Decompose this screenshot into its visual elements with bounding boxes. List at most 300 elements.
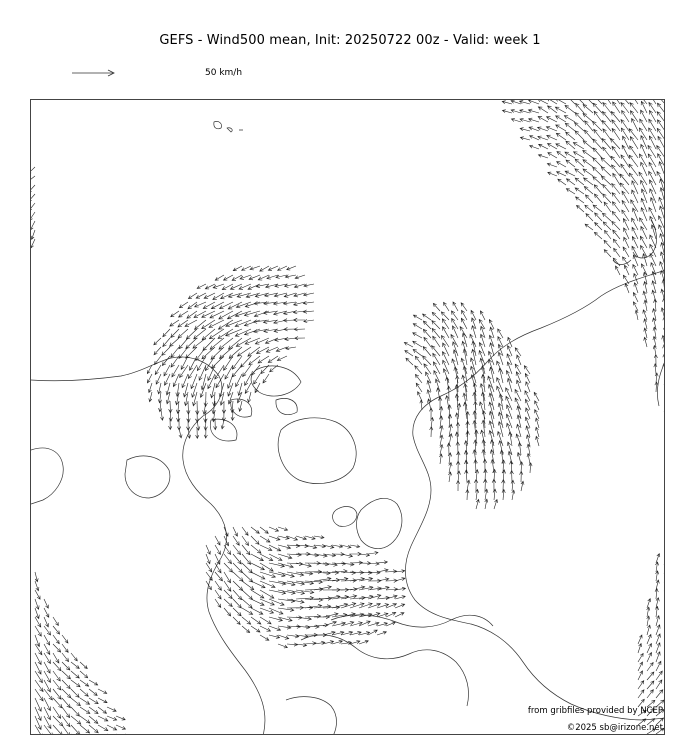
- wind-arrow: [413, 349, 422, 356]
- wind-arrow: [585, 121, 593, 131]
- chart-title: GEFS - Wind500 mean, Init: 20250722 00z - Valid: week 1: [159, 33, 541, 48]
- wind-arrow: [660, 206, 666, 221]
- wind-arrow: [472, 341, 476, 356]
- wind-arrow: [555, 100, 566, 104]
- wind-arrow: [453, 302, 458, 311]
- wind-arrow: [604, 240, 611, 248]
- wind-arrow: [44, 734, 52, 735]
- wind-arrow: [71, 662, 79, 669]
- wind-arrow: [535, 410, 539, 419]
- wind-arrow: [98, 707, 107, 713]
- wind-arrow: [236, 374, 242, 387]
- coastline-africa: [286, 697, 337, 735]
- wind-arrow: [456, 376, 460, 392]
- wind-arrow: [215, 554, 220, 564]
- wind-arrow: [460, 327, 467, 338]
- wind-arrow: [615, 266, 620, 275]
- wind-arrow: [594, 111, 602, 122]
- wind-arrow: [31, 203, 35, 211]
- wind-arrow: [224, 545, 231, 555]
- wind-arrow: [314, 615, 330, 619]
- wind-arrow: [566, 160, 575, 167]
- wind-arrow: [242, 545, 250, 555]
- wind-arrow: [433, 303, 440, 311]
- wind-arrow: [178, 320, 188, 327]
- wind-arrow: [188, 293, 197, 299]
- wind-arrow: [502, 480, 506, 491]
- wind-arrow: [80, 689, 88, 696]
- wind-arrow: [538, 127, 549, 131]
- wind-arrow: [625, 284, 629, 294]
- wind-arrow: [556, 116, 566, 122]
- wind-arrow: [251, 626, 260, 632]
- wind-arrow: [413, 324, 422, 329]
- wind-arrow: [163, 329, 170, 337]
- wind-arrow: [643, 310, 647, 320]
- wind-arrow: [44, 626, 51, 635]
- wind-arrow: [548, 153, 557, 158]
- wind-arrow: [629, 173, 638, 185]
- wind-arrow: [44, 599, 48, 608]
- wind-arrow: [251, 545, 261, 553]
- wind-arrow: [638, 681, 644, 689]
- wind-map-canvas: [31, 100, 665, 735]
- wind-arrow: [269, 527, 279, 531]
- wind-arrow: [304, 284, 314, 287]
- wind-arrow: [489, 393, 494, 410]
- wind-arrow: [594, 232, 602, 239]
- wind-arrow: [386, 612, 396, 617]
- wind-arrow: [305, 580, 323, 584]
- coastline-europe-south: [301, 635, 469, 706]
- wind-arrow: [640, 119, 647, 131]
- wind-arrow: [350, 561, 363, 565]
- wind-arrow: [332, 577, 348, 581]
- wind-arrow: [462, 310, 468, 320]
- wind-arrow: [664, 570, 665, 581]
- wind-arrow: [296, 536, 306, 540]
- wind-arrow: [584, 130, 593, 140]
- wind-arrow: [215, 545, 221, 554]
- wind-arrow: [605, 230, 612, 239]
- wind-arrow: [53, 725, 62, 735]
- wind-arrow: [215, 581, 221, 590]
- wind-arrow: [585, 195, 593, 203]
- wind-arrow: [601, 158, 611, 167]
- wind-vectors: [31, 100, 665, 735]
- wind-arrow: [547, 135, 557, 140]
- wind-arrow: [644, 319, 647, 329]
- wind-arrow: [237, 347, 251, 356]
- wind-arrow: [612, 211, 620, 221]
- wind-arrow: [633, 302, 638, 311]
- wind-arrow: [395, 604, 405, 608]
- wind-arrow: [287, 553, 301, 557]
- wind-arrow: [595, 223, 602, 231]
- wind-arrow: [593, 177, 602, 185]
- wind-arrow: [260, 266, 269, 271]
- wind-arrow: [263, 374, 269, 383]
- wind-arrow: [629, 155, 638, 167]
- wind-arrow: [443, 369, 449, 383]
- wind-arrow: [585, 205, 593, 212]
- wind-arrow: [512, 490, 515, 500]
- wind-arrow: [661, 308, 665, 320]
- wind-arrow: [35, 572, 38, 582]
- wind-arrow: [98, 689, 107, 694]
- wind-arrow: [644, 337, 647, 347]
- wind-arrow: [172, 365, 179, 377]
- wind-arrow: [585, 224, 593, 230]
- wind-arrow: [251, 563, 264, 570]
- wind-arrow: [405, 351, 413, 357]
- wind-arrow: [215, 275, 224, 280]
- wind-arrow: [413, 315, 422, 320]
- wind-arrow: [649, 180, 656, 194]
- wind-arrow: [656, 671, 662, 680]
- wind-scale-legend: [70, 64, 270, 84]
- wind-arrow: [248, 392, 252, 402]
- wind-arrow: [433, 336, 440, 347]
- wind-arrow: [197, 284, 206, 289]
- wind-arrow: [583, 160, 593, 167]
- wind-arrow: [278, 527, 288, 531]
- wind-arrow: [71, 725, 80, 735]
- wind-arrow: [368, 622, 379, 626]
- wind-arrow: [507, 378, 512, 392]
- wind-arrow: [566, 179, 575, 185]
- wind-arrow: [395, 613, 404, 617]
- wind-arrow: [44, 608, 49, 617]
- wind-arrow: [224, 599, 232, 607]
- wind-arrow: [603, 184, 611, 194]
- wind-arrow: [664, 381, 665, 392]
- credit-copyright: ©2025 sb@irizone.net: [566, 723, 663, 733]
- wind-arrow: [565, 152, 575, 158]
- wind-arrow: [535, 401, 539, 410]
- wind-arrow: [593, 167, 602, 176]
- wind-arrow: [623, 275, 629, 284]
- wind-arrow: [98, 716, 108, 721]
- wind-arrow: [62, 653, 69, 662]
- wind-arrow: [268, 266, 278, 270]
- wind-arrow: [654, 355, 657, 365]
- wind-arrow: [649, 119, 656, 131]
- wind-arrow: [35, 653, 41, 665]
- wind-arrow: [457, 403, 461, 419]
- wind-arrow: [169, 401, 173, 413]
- wind-arrow: [583, 141, 593, 149]
- wind-arrow: [529, 100, 540, 104]
- wind-arrow: [323, 606, 340, 610]
- wind-arrow: [464, 384, 468, 401]
- wind-arrow: [656, 580, 659, 590]
- wind-arrow: [659, 162, 665, 176]
- wind-arrow: [213, 284, 224, 288]
- wind-arrow: [575, 188, 584, 194]
- wind-arrow: [158, 383, 162, 394]
- wind-arrow: [260, 626, 271, 631]
- wind-arrow: [576, 103, 585, 113]
- wind-arrow: [557, 162, 566, 167]
- wind-arrow: [548, 144, 558, 150]
- wind-arrow: [413, 333, 422, 338]
- wind-arrow: [31, 167, 35, 174]
- wind-arrow: [31, 230, 35, 239]
- wind-arrow: [148, 383, 152, 393]
- wind-arrow: [241, 356, 252, 367]
- wind-arrow: [520, 137, 530, 140]
- wind-arrow: [53, 635, 59, 644]
- wind-arrow: [224, 608, 231, 616]
- wind-arrow: [555, 107, 566, 113]
- wind-arrow: [159, 401, 162, 412]
- wind-arrow: [624, 265, 629, 275]
- wind-arrow: [233, 536, 239, 545]
- wind-arrow: [639, 100, 647, 104]
- wind-arrow: [638, 653, 643, 662]
- wind-arrow: [564, 116, 575, 122]
- wind-arrow: [314, 633, 327, 637]
- wind-arrow: [80, 707, 90, 714]
- wind-arrow: [147, 374, 152, 383]
- wind-arrow: [160, 410, 163, 420]
- wind-arrow: [528, 109, 539, 113]
- wind-arrow: [465, 470, 469, 482]
- wind-arrow: [647, 616, 650, 626]
- coastline-islands: [214, 121, 243, 132]
- wind-arrow: [98, 734, 108, 735]
- wind-arrow: [250, 266, 260, 270]
- wind-arrow: [594, 185, 602, 194]
- wind-arrow: [278, 599, 295, 603]
- wind-arrow: [638, 662, 643, 671]
- wind-arrow: [647, 690, 653, 698]
- wind-arrow: [449, 463, 452, 474]
- wind-arrow: [633, 265, 638, 276]
- wind-arrow: [71, 698, 80, 706]
- wind-arrow: [423, 314, 432, 320]
- wind-arrow: [116, 716, 125, 720]
- coastline-eurasia: [405, 270, 665, 720]
- wind-arrow: [71, 734, 80, 735]
- wind-arrow: [209, 329, 224, 339]
- wind-arrow: [639, 128, 647, 140]
- wind-arrow: [245, 374, 251, 385]
- wind-arrow: [62, 716, 70, 727]
- wind-arrow: [664, 409, 665, 419]
- wind-arrow: [171, 329, 179, 338]
- wind-arrow: [664, 588, 665, 599]
- wind-arrow: [215, 563, 221, 573]
- wind-arrow: [294, 328, 305, 331]
- wind-arrow: [89, 716, 98, 724]
- wind-arrow: [179, 311, 189, 317]
- wind-arrow: [603, 147, 611, 158]
- wind-arrow: [163, 338, 170, 347]
- wind-arrow: [278, 536, 289, 540]
- wind-arrow: [44, 617, 49, 627]
- wind-arrow: [170, 338, 179, 346]
- wind-arrow: [269, 572, 285, 577]
- wind-arrow: [304, 293, 314, 296]
- wind-arrow: [53, 671, 60, 681]
- wind-arrow: [622, 210, 629, 221]
- wind-arrow: [573, 143, 584, 150]
- wind-arrow: [665, 372, 666, 383]
- coastline-mediterranean: [331, 615, 493, 627]
- wind-arrow: [620, 183, 629, 194]
- wind-arrow: [538, 107, 548, 113]
- wind-arrow: [287, 643, 297, 646]
- wind-arrow: [232, 275, 242, 280]
- wind-arrow: [165, 374, 171, 385]
- wind-arrow: [521, 481, 524, 491]
- wind-arrow: [602, 112, 611, 123]
- wind-arrow: [296, 606, 313, 610]
- wind-arrow: [593, 139, 602, 149]
- wind-arrow: [663, 345, 665, 357]
- wind-arrow: [224, 275, 234, 280]
- wind-arrow: [404, 342, 413, 347]
- wind-arrow: [149, 392, 152, 402]
- wind-arrow: [473, 421, 477, 438]
- wind-arrow: [535, 418, 539, 428]
- wind-arrow: [654, 364, 657, 374]
- coastline-alaska: [31, 448, 63, 504]
- wind-arrow: [233, 527, 238, 536]
- wind-arrow: [448, 472, 451, 482]
- wind-arrow: [206, 554, 210, 564]
- wind-arrow: [215, 572, 223, 581]
- wind-arrow: [245, 329, 261, 335]
- wind-arrow: [314, 536, 324, 539]
- wind-arrow: [224, 563, 233, 572]
- wind-arrow: [212, 356, 225, 368]
- wind-arrow: [107, 734, 117, 735]
- wind-arrow: [116, 734, 125, 735]
- wind-arrow: [538, 117, 548, 123]
- wind-arrow: [31, 194, 35, 202]
- wind-arrow: [647, 634, 651, 644]
- wind-arrow: [634, 283, 638, 293]
- wind-arrow: [269, 581, 286, 585]
- wind-arrow: [557, 152, 566, 159]
- wind-arrow: [651, 225, 656, 239]
- wind-arrow: [575, 131, 584, 140]
- wind-arrow: [565, 105, 575, 113]
- wind-arrow: [287, 599, 304, 604]
- wind-arrow: [613, 230, 620, 239]
- wind-arrow: [488, 359, 494, 374]
- wind-arrow: [276, 347, 287, 352]
- wind-map[interactable]: [30, 99, 665, 735]
- wind-arrow: [444, 302, 450, 311]
- wind-arrow: [35, 581, 39, 591]
- wind-arrow: [278, 644, 287, 648]
- wind-arrow: [457, 471, 461, 482]
- wind-arrow: [583, 169, 593, 176]
- wind-arrow: [71, 653, 77, 661]
- wind-arrow: [89, 689, 97, 696]
- wind-arrow: [575, 122, 585, 131]
- wind-arrow: [664, 544, 665, 555]
- wind-arrow: [107, 707, 116, 711]
- wind-arrow: [71, 707, 80, 716]
- wind-arrow: [633, 293, 638, 303]
- wind-arrow: [499, 368, 503, 383]
- wind-arrow: [632, 237, 638, 249]
- wind-arrow: [498, 412, 503, 428]
- wind-arrow: [209, 320, 224, 328]
- wind-arrow: [575, 169, 584, 176]
- wind-arrow: [430, 427, 433, 437]
- wind-arrow: [171, 311, 179, 317]
- wind-arrow: [44, 635, 50, 645]
- wind-arrow: [179, 428, 182, 438]
- wind-arrow: [557, 172, 567, 177]
- wind-arrow: [489, 320, 494, 329]
- wind-arrow: [296, 617, 311, 621]
- wind-arrow: [233, 545, 241, 555]
- wind-arrow: [269, 563, 284, 567]
- wind-arrow: [430, 418, 433, 429]
- wind-arrow: [71, 689, 79, 697]
- wind-arrow: [125, 734, 135, 735]
- wind-arrow: [226, 329, 242, 336]
- wind-arrow: [647, 653, 652, 663]
- wind-arrow: [188, 428, 191, 438]
- wind-arrow: [80, 680, 89, 686]
- wind-arrow: [536, 436, 539, 446]
- wind-arrow: [395, 578, 405, 582]
- wind-arrow: [35, 734, 42, 735]
- wind-arrow: [294, 284, 305, 288]
- wind-arrow: [332, 640, 342, 644]
- wind-arrow: [481, 375, 485, 392]
- wind-arrow: [242, 572, 253, 582]
- wind-arrow: [296, 590, 314, 594]
- wind-arrow: [71, 716, 81, 724]
- wind-arrow: [62, 644, 68, 652]
- wind-arrow: [44, 644, 50, 655]
- wind-arrow: [305, 588, 323, 592]
- wind-arrow: [286, 347, 296, 350]
- wind-arrow: [255, 383, 260, 393]
- wind-arrow: [539, 144, 548, 149]
- wind-arrow: [233, 608, 241, 616]
- wind-arrow: [71, 680, 80, 687]
- wind-arrow: [575, 159, 584, 167]
- wind-arrow: [530, 136, 539, 141]
- wind-arrow: [594, 129, 602, 140]
- wind-arrow: [656, 680, 662, 689]
- wind-arrow: [224, 554, 232, 564]
- wind-arrow: [53, 662, 61, 671]
- wind-arrow: [260, 536, 270, 542]
- coastline-hudson-bay: [125, 456, 170, 498]
- wind-arrow: [53, 653, 59, 663]
- wind-arrow: [224, 527, 228, 536]
- wind-arrow: [595, 213, 602, 221]
- coastline-iceland: [333, 507, 357, 527]
- coastline-greenland: [278, 418, 356, 484]
- wind-arrow: [242, 608, 253, 614]
- wind-arrow: [359, 640, 368, 644]
- wind-arrow: [62, 680, 70, 689]
- wind-arrow: [35, 626, 41, 636]
- wind-arrow: [186, 338, 197, 349]
